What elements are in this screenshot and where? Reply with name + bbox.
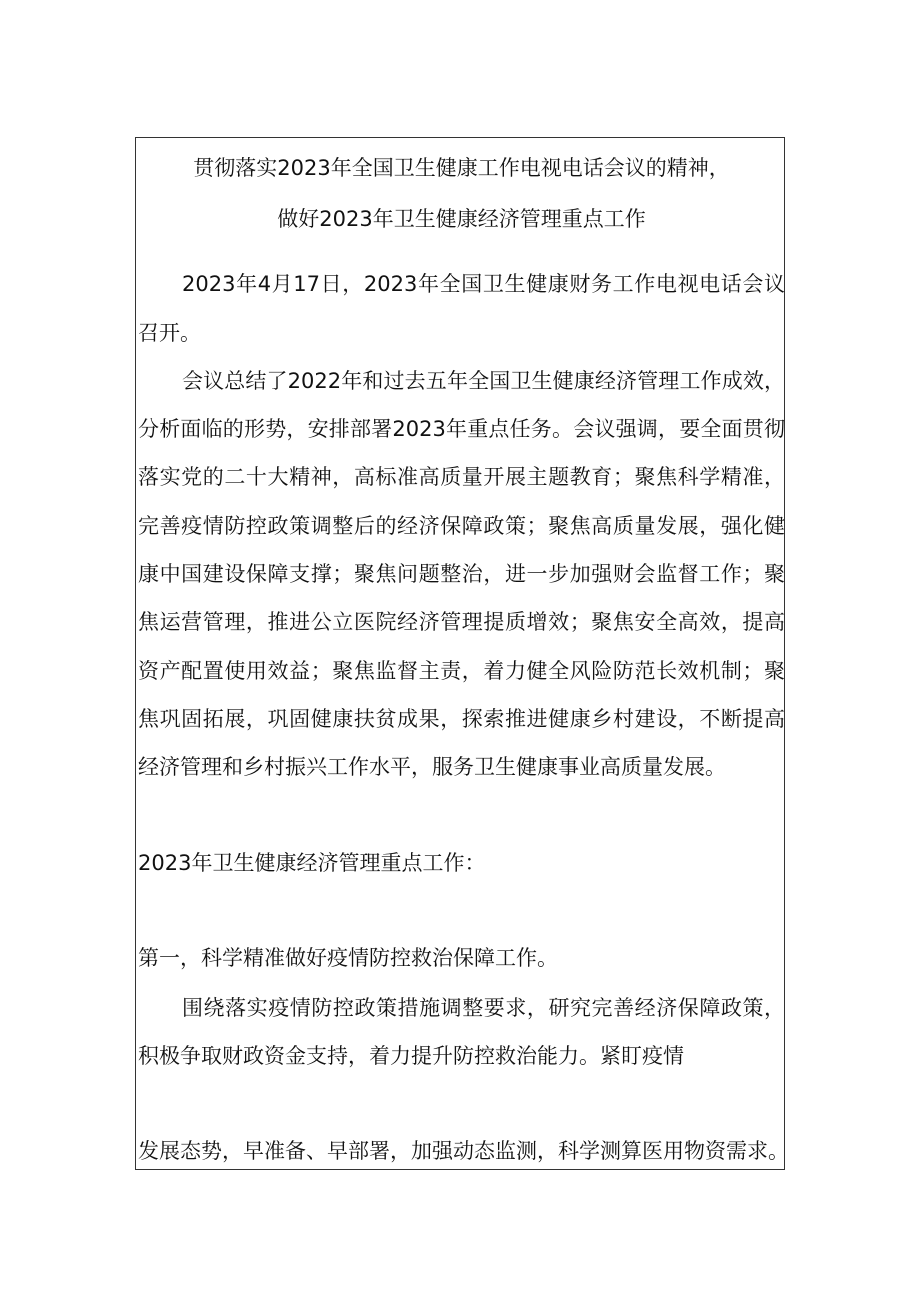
paragraph-2-line: 分析面临的形势，安排部署2023年重点任务。会议强调，要全面贯彻 [138, 417, 785, 441]
paragraph-2-line: 焦运营管理，推进公立医院经济管理提质增效；聚焦安全高效，提高 [138, 610, 785, 634]
paragraph-2-line: 完善疫情防控政策调整后的经济保障政策；聚焦高质量发展，强化健 [138, 514, 785, 538]
paragraph-2-line: 焦巩固拓展，巩固健康扶贫成果，探索推进健康乡村建设，不断提高 [138, 707, 785, 731]
paragraph-1-line: 召开。 [138, 321, 201, 345]
paragraph-3-line: 积极争取财政资金支持，着力提升防控救治能力。紧盯疫情 [138, 1044, 684, 1068]
paragraph-1-line: 2023年4月17日，2023年全国卫生健康财务工作电视电话会议 [182, 272, 785, 296]
document-title-line-1: 贯彻落实2023年全国卫生健康工作电视电话会议的精神， [193, 156, 730, 180]
paragraph-3-line: 围绕落实疫情防控政策措施调整要求，研究完善经济保障政策， [182, 996, 785, 1020]
item-1-heading: 第一，科学精准做好疫情防控救治保障工作。 [138, 946, 558, 970]
document-title-line-2: 做好2023年卫生健康经济管理重点工作 [277, 207, 646, 231]
paragraph-2-line: 落实党的二十大精神，高标准高质量开展主题教育；聚焦科学精准， [138, 465, 785, 489]
paragraph-2-line: 资产配置使用效益；聚焦监督主责，着力健全风险防范长效机制；聚 [138, 659, 785, 683]
paragraph-2-line: 康中国建设保障支撑；聚焦问题整治，进一步加强财会监督工作；聚 [138, 562, 785, 586]
paragraph-2-line: 会议总结了2022年和过去五年全国卫生健康经济管理工作成效， [182, 369, 785, 393]
paragraph-2-line: 经济管理和乡村振兴工作水平，服务卫生健康事业高质量发展。 [138, 755, 726, 779]
section-heading: 2023年卫生健康经济管理重点工作： [138, 851, 486, 875]
paragraph-4-line: 发展态势，早准备、早部署，加强动态监测，科学测算医用物资需求。 [138, 1139, 789, 1163]
